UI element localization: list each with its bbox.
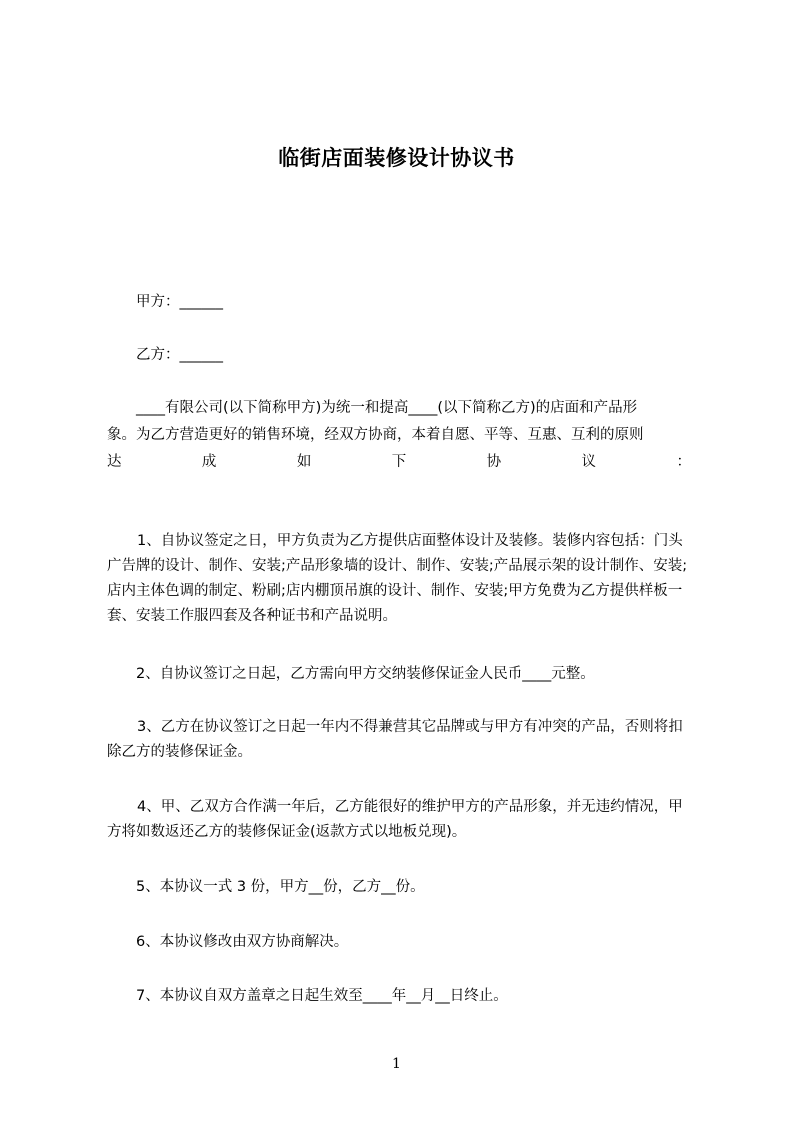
- clause-3: 3、乙方在协议签订之日起一年内不得兼营其它品牌或与甲方有冲突的产品，否则将扣除乙方的装修保证金。: [107, 719, 683, 760]
- clause-6: 6、本协议修改由双方协商解决。: [136, 934, 349, 950]
- intro-char: 成: [201, 454, 217, 470]
- intro-line-2: 象。为乙方营造更好的销售环境，经双方协商，本着自愿、平等、互惠、互利的原则: [107, 427, 644, 443]
- intro-char: 议: [581, 454, 597, 470]
- intro-line-1: ____有限公司(以下简称甲方)为统一和提高____(以下简称乙方)的店面和产品形: [136, 400, 638, 416]
- clause-5: 5、本协议一式 3 份，甲方__份，乙方__份。: [136, 879, 425, 895]
- intro-char: 如: [296, 454, 312, 470]
- intro-line-3: [107, 452, 691, 472]
- clause-2: 2、自协议签订之日起，乙方需向甲方交纳装修保证金人民币____元整。: [136, 666, 595, 682]
- intro-char: 协: [486, 454, 502, 470]
- intro-char: ：: [676, 454, 691, 470]
- document-title: 临街店面装修设计协议书: [278, 146, 515, 170]
- party-a-line: 甲方：______: [136, 294, 223, 310]
- clause-4: 4、甲、乙双方合作满一年后，乙方能很好的维护甲方的产品形象，并无违约情况，甲方将如数返还乙方的装修保证金(返款方式以地板兑现)。: [107, 799, 683, 840]
- intro-char: 达: [107, 454, 122, 470]
- intro-char: 下: [391, 454, 407, 470]
- page-number: 1: [392, 1056, 401, 1072]
- clause-1: 1、自协议签定之日，甲方负责为乙方提供店面整体设计及装修。装修内容包括：门头广告牌的设计、制作、安装;产品形象墙的设计、制作、安装;产品展示架的设计制作、安装;店内主体色调的制定、粉刷;店内棚顶吊旗的设计、制作、安装;甲方免费为乙方提供样板一套、安装工作服四套及各种证书和产品说明。: [107, 533, 688, 624]
- clause-7: 7、本协议自双方盖章之日起生效至____年__月__日终止。: [136, 988, 508, 1004]
- party-b-line: 乙方：______: [136, 347, 223, 363]
